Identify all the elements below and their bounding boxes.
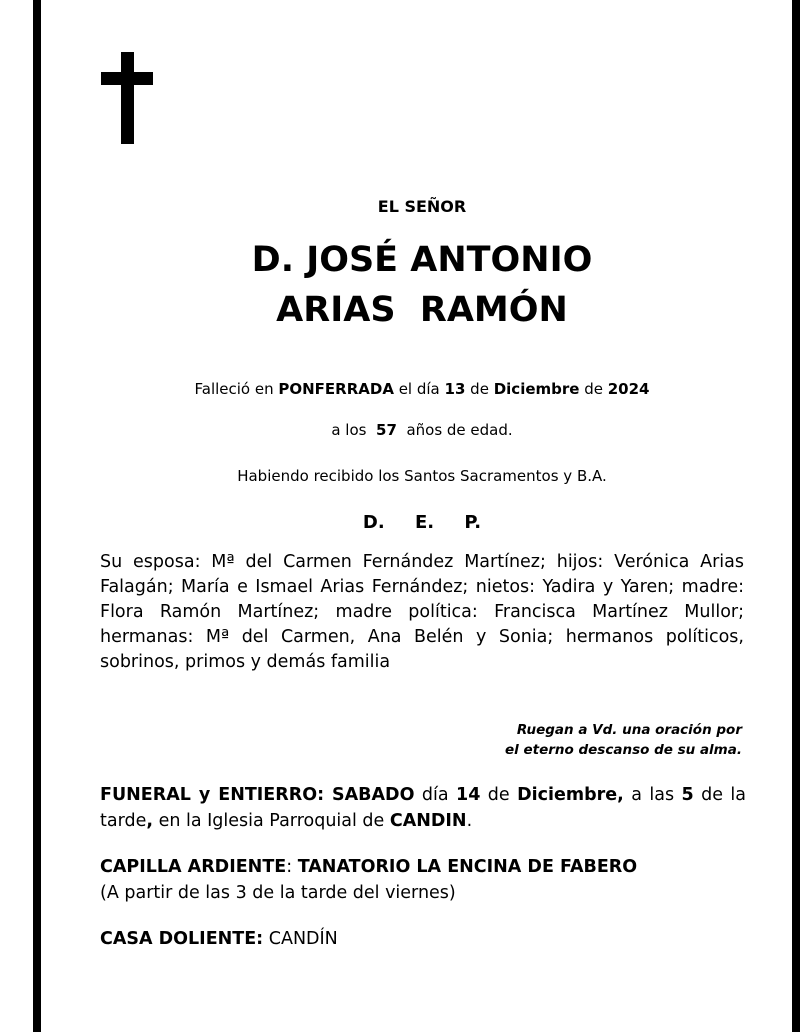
rip-text: D. E. P. (362, 512, 482, 533)
chapel-note: (A partir de las 3 de la tarde del viernes) (100, 883, 456, 903)
mourning-house-info: CASA DOLIENTE: CANDÍN (100, 929, 338, 949)
right-border (792, 0, 800, 1032)
chapel-info: CAPILLA ARDIENTE: TANATORIO LA ENCINA DE FABERO (A partir de las 3 de la tarde del viernes) (100, 854, 746, 906)
deceased-name-line1: D. JOSÉ ANTONIO (251, 240, 593, 280)
family-text: Su esposa: Mª del Carmen Fernández Martínez; hijos: Verónica Arias Falagán; María e Ismael Arias Fernández; nietos: Yadira y Yaren; madre: Flora Ramón Martínez; madre política: Francisca Martínez Mullor; hermanas: Mª del Carmen, Ana Belén y Sonia; hermanos políticos, sobrinos, primos y demás familia (100, 552, 744, 672)
sacraments-text: Habiendo recibido los Santos Sacramentos y B.A. (237, 467, 607, 485)
left-border (33, 0, 41, 1032)
death-info: Falleció en PONFERRADA el día 13 de Diciembre de 2024 (194, 380, 650, 398)
prayer-line2: el eterno descanso de su alma. (505, 742, 742, 758)
latin-cross-icon (101, 52, 153, 144)
title-label: EL SEÑOR (377, 197, 467, 216)
deceased-name-line2: ARIAS RAMÓN (276, 290, 568, 330)
age-info: a los 57 años de edad. (331, 421, 513, 439)
funeral-info: FUNERAL y ENTIERRO: SABADO día 14 de Diciembre, a las 5 de la tarde, en la Iglesia Parroquial de CANDIN. (100, 785, 752, 831)
prayer-request (505, 720, 742, 760)
prayer-line1: Ruegan a Vd. una oración por (516, 722, 742, 738)
